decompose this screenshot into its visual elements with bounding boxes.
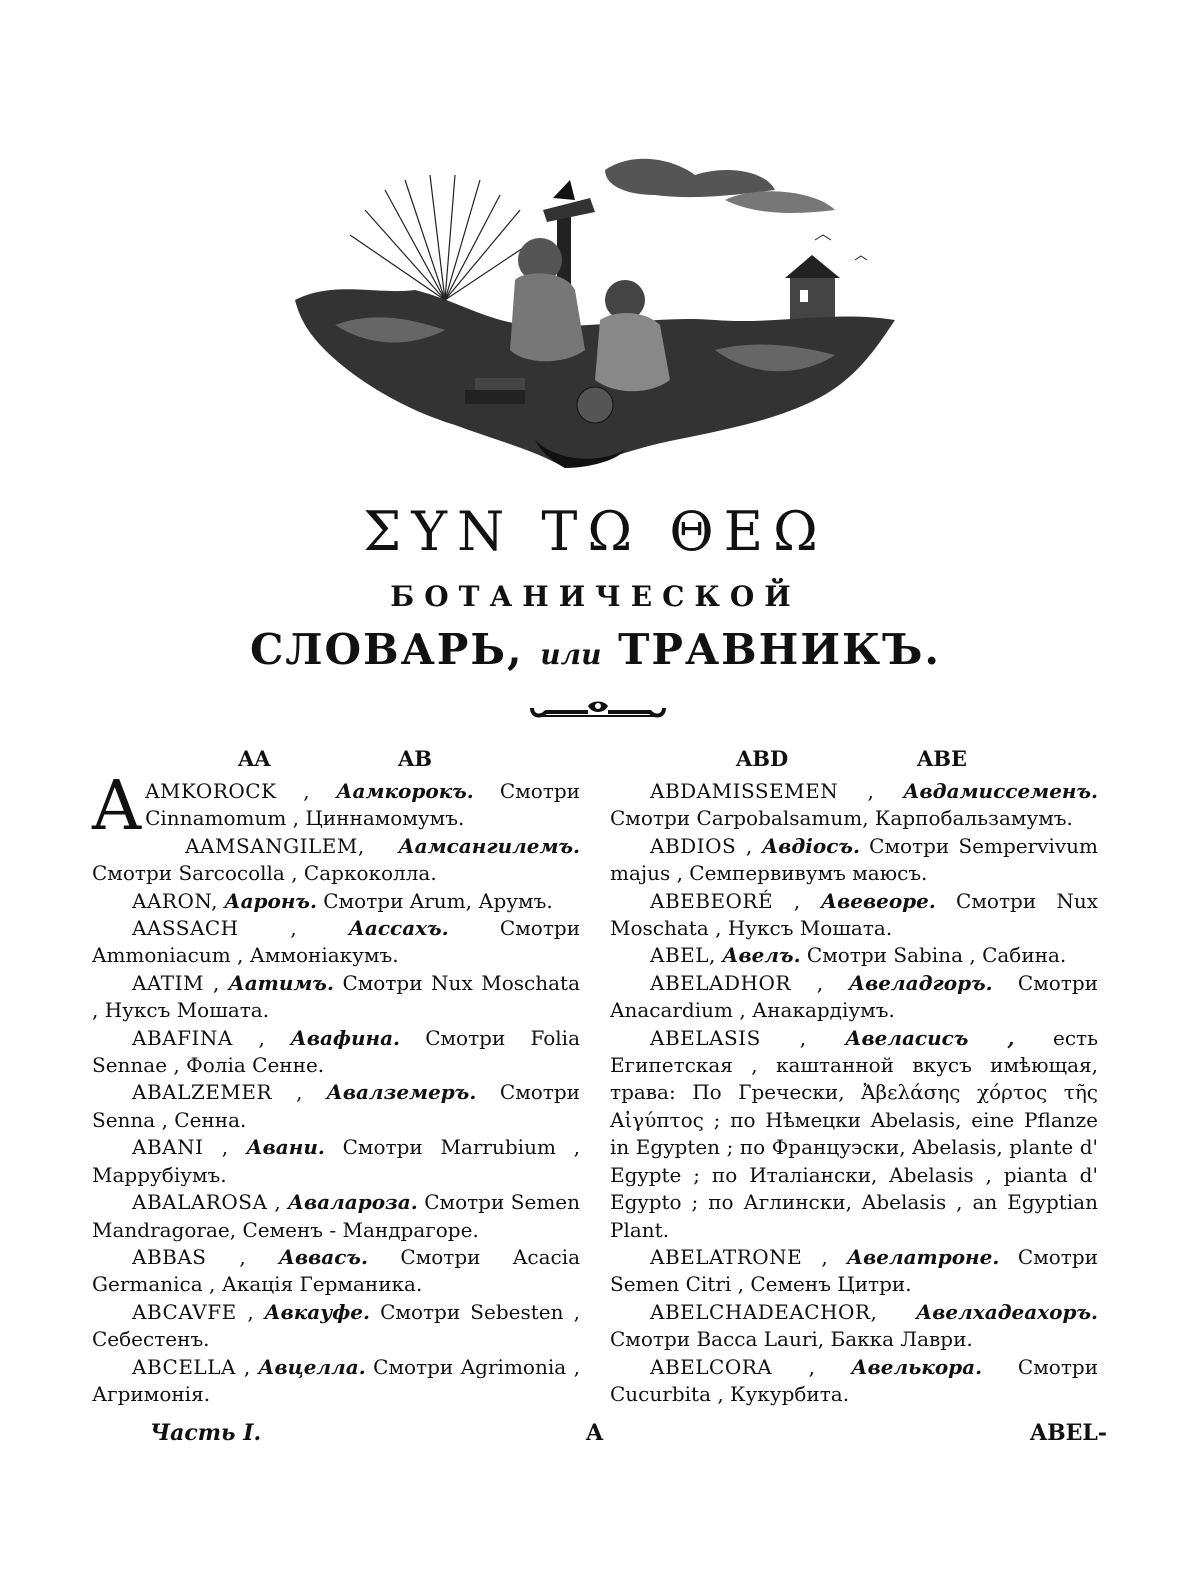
russian-headword: Авалземеръ.: [326, 1080, 477, 1105]
engraved-vignette: [295, 150, 895, 468]
entry-text: Смотри Cinnamomum , Циннамомумъ.: [145, 779, 581, 831]
russian-headword: Аатимъ.: [228, 970, 334, 995]
title-ili: или: [540, 638, 602, 671]
entry: [92, 1354, 580, 1409]
left-column: [92, 767, 581, 1408]
entry: [610, 970, 1098, 1025]
entry-text: Смотри Acacia Germanica , Акація Германика.: [92, 1244, 581, 1297]
entry-text: Смотри Agrimonia , Агримонія.: [92, 1354, 580, 1406]
entry-text: Смотри Nux Moschata , Нуксъ Мошата.: [610, 888, 1098, 941]
entry-text: Смотри Ammoniacum , Аммоніакумъ.: [92, 916, 581, 968]
headword: ABEBEORÉ ,: [650, 888, 801, 913]
headword: ABDAMISSEMEN ,: [650, 779, 875, 803]
headword: ABEL,: [650, 943, 716, 968]
column-head-abd: ABD: [736, 746, 789, 771]
entry-text: Смотри Arum, Арумъ.: [323, 888, 553, 913]
entry: [92, 1079, 580, 1134]
russian-headword: Авкауфе.: [264, 1299, 370, 1324]
entry: [610, 942, 1098, 969]
headword: ABALZEMER ,: [132, 1080, 303, 1105]
footer-volume: Часть I.: [150, 1420, 262, 1446]
entry: [92, 1244, 580, 1299]
russian-headword: Авеладгоръ.: [848, 970, 993, 995]
russian-headword: Аамсангилемъ.: [398, 833, 580, 858]
headword: ABELCORA ,: [650, 1354, 816, 1379]
entry: [610, 1025, 1098, 1244]
entry-text: Смотри Semen Mandragorae, Семенъ - Мандрагоре.: [92, 1190, 581, 1242]
entry-text: Смотри Sarcocolla , Саркоколла.: [92, 861, 437, 886]
entry: [92, 1134, 580, 1189]
russian-headword: Аассахъ.: [348, 916, 449, 941]
entry: [92, 1299, 580, 1354]
headword: ABCELLA ,: [132, 1354, 251, 1379]
russian-headword: Авдіосъ.: [761, 833, 860, 858]
entry: [610, 1244, 1098, 1299]
entry-text: Смотри Semen Citri , Семенъ Цитри.: [610, 1244, 1099, 1297]
russian-headword: Авеласисъ ,: [845, 1025, 1015, 1050]
russian-headword: Авалароза.: [287, 1190, 418, 1215]
headword: ABELATRONE ,: [650, 1244, 829, 1269]
headword: ABELASIS ,: [650, 1025, 807, 1050]
entry: [92, 970, 580, 1025]
russian-headword: Авдамиссеменъ.: [903, 779, 1098, 803]
russian-headword: Авелхадеахоръ.: [915, 1299, 1098, 1324]
entry-text: Смотри Sabina , Сабина.: [806, 943, 1067, 968]
entry-text: Смотри Carpobalsamum, Карпобальзамумъ.: [610, 806, 1073, 831]
russian-headword: Авафина.: [290, 1025, 400, 1050]
entry-text: Смотри Cucurbita , Кукурбита.: [610, 1354, 1099, 1406]
entry: [92, 915, 580, 970]
russian-headword: Аввасъ.: [278, 1244, 368, 1269]
headword: ABELCHADEACHOR,: [650, 1299, 878, 1324]
headword: ABALAROSA ,: [132, 1190, 282, 1215]
russian-headword: Авелькора.: [851, 1354, 983, 1379]
entry-text: есть Египетская , каштанной вкусъ имѣющая, трава: По Гречески, Ἀβελάσης χόρτος τῆς Αἰγύπτος ; по Нѣмецки Abelasis, eine Pflanze in Egypten ; по Француэски, Abelasis, plante d' Egypte ; по Италіански, Abelasis , pianta d' Egypto ; по Аглински, Abelasis , an Egyptian Plant.: [610, 1025, 1098, 1242]
entry-text: Смотри Anacardium , Анакардіумъ.: [610, 970, 1098, 1023]
entry: [92, 833, 580, 888]
title-main: [0, 625, 1191, 674]
headword: AAMSANGILEM,: [185, 833, 365, 858]
russian-headword: Авелатроне.: [846, 1244, 1000, 1269]
footer-signature: A: [586, 1420, 604, 1446]
headword: ABANI ,: [132, 1135, 229, 1160]
headword: ABELADHOR ,: [650, 970, 824, 995]
entry-text: Смотри Marrubium , Маррубіумъ.: [92, 1135, 581, 1187]
headword: AARON,: [132, 888, 218, 913]
title-greek: ΣΥΝ ΤΩ ΘΕΩ: [363, 500, 828, 563]
entry: [92, 1189, 580, 1244]
entry: [610, 1354, 1098, 1409]
entry: [92, 1025, 580, 1080]
entry: [610, 888, 1098, 943]
headword: ABAFINA ,: [132, 1025, 266, 1050]
entry-text: Смотри Nux Moschata , Нуксъ Мошата.: [92, 970, 580, 1023]
entry-text: Смотри Folia Sennae , Фоліа Сенне.: [92, 1025, 581, 1078]
russian-headword: Авани.: [246, 1135, 325, 1160]
column-head-ab: AB: [398, 746, 433, 771]
column-head-abe: ABE: [917, 746, 968, 771]
title-travnik: ТРАВНИКЪ.: [618, 625, 942, 674]
entry: [610, 778, 1098, 833]
headword: AMKOROCK ,: [145, 779, 311, 803]
entry-text: Смотри Bacca Lauri, Бакка Лаври.: [610, 1327, 973, 1352]
drop-cap: A: [92, 767, 142, 846]
headword: AASSACH ,: [132, 916, 298, 941]
russian-headword: Авевеоре.: [820, 888, 936, 913]
headword: ABBAS ,: [132, 1244, 247, 1269]
headword: AATIM ,: [132, 970, 220, 995]
entry: [610, 833, 1098, 888]
russian-headword: Авелъ.: [722, 943, 801, 968]
entry-text: Смотри Senna , Сенна.: [92, 1080, 580, 1132]
footer-catchword: ABEL-: [1030, 1420, 1108, 1446]
entry: [92, 888, 580, 915]
russian-headword: Аамкорокъ.: [336, 779, 474, 803]
entry: [610, 1299, 1098, 1354]
russian-headword: Ааронъ.: [224, 888, 317, 913]
russian-headword: Авцелла.: [258, 1354, 366, 1379]
entry-text: Смотри Sempervivum majus , Семпервивумъ маюсъ.: [610, 833, 1098, 886]
headword: ABCAVFE ,: [132, 1299, 255, 1324]
headword: ABDIOS ,: [650, 833, 753, 858]
title-slovar: СЛОВАРЬ,: [249, 625, 524, 674]
entry-text: Смотри Sebesten , Себестенъ.: [92, 1299, 580, 1352]
ornament-divider: [528, 694, 668, 726]
title-botanical: БОТАНИЧЕСКОЙ: [390, 580, 801, 613]
right-column: [610, 778, 1098, 1408]
column-head-aa: AA: [238, 746, 271, 771]
